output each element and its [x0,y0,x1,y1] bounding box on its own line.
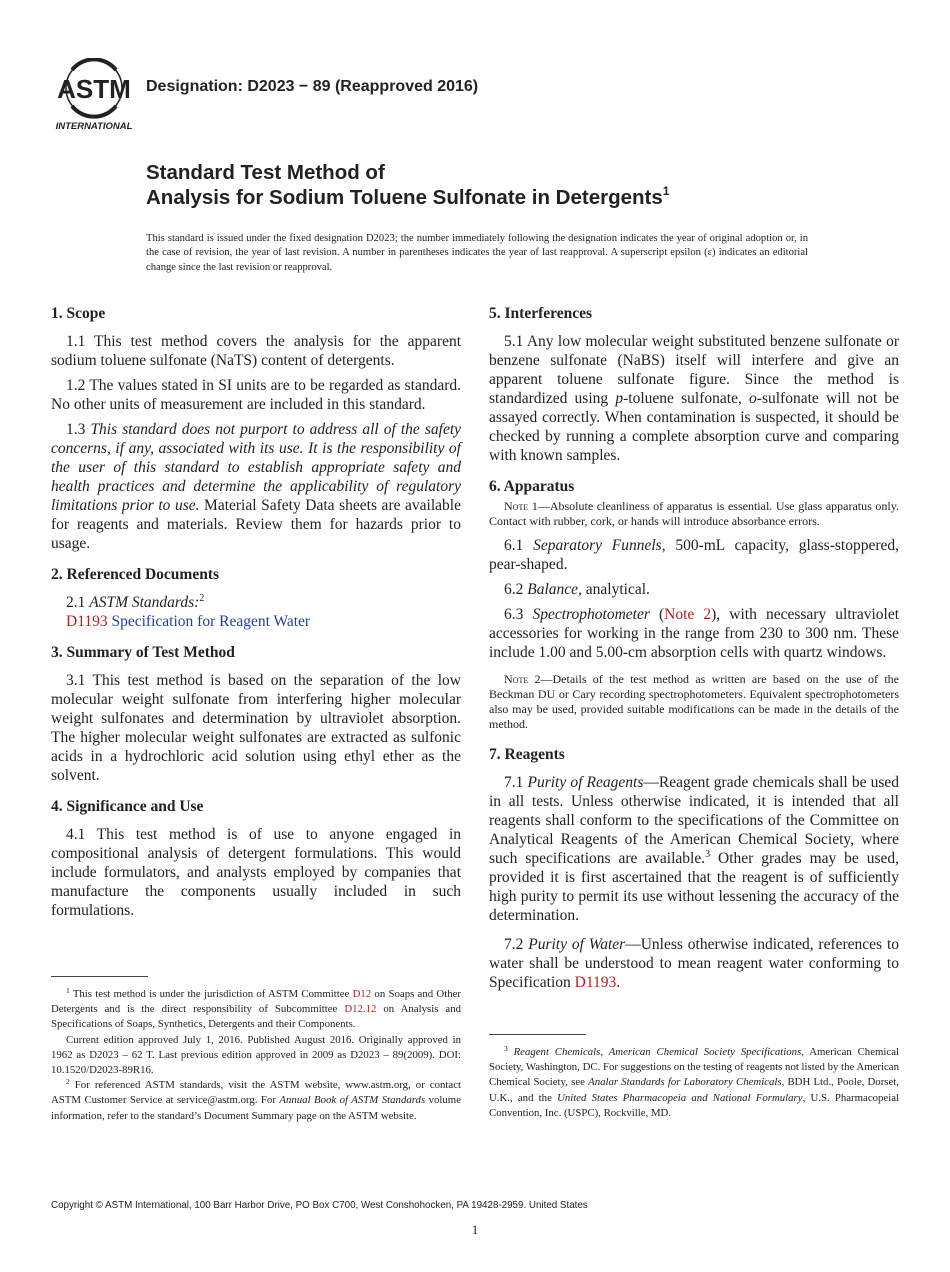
section-heading: 6. Apparatus [489,478,575,495]
logo-subtext: INTERNATIONAL [55,121,133,132]
right-column [489,304,899,1004]
d12-12-link[interactable]: D12.12 [344,1003,377,1016]
paragraph-4-1: 4.1 This test method is of use to anyone engaged in compositional analysis of detergent formulations. This would include formulators, and analysts employed by companies that manufacture the components usually included in such formulations. [51,826,461,919]
paragraph-2-1: 2.1 ASTM Standards:$^2$ [66,593,205,611]
issue-note: This standard is issued under the fixed designation D2023; the number immediately following the designation indicates the year of original adoption or, in the case of revision, the year of last revision. A number in parentheses indicates the year of last reapproval. A superscript epsilon (ε) indicates an editorial change since the last revision or reapproval. [146,233,808,273]
title-line-1: Standard Test Method of [146,161,385,184]
d1193-link[interactable]: D1193 [574,973,617,991]
section-heading: 3. Summary of Test Method [51,644,235,661]
left-column [51,304,461,932]
footnote-1-edition: Current edition approved July 1, 2016. Published August 2016. Originally approved in 1962 as D2023 – 62 T. Last previous edition approved in 2009 as D2023 – 89(2009). DOI: 10.1520/D2023-89R16. [51,1033,461,1077]
paragraph-6-3: 6.3 Spectrophotometer (Note 2), with necessary ultraviolet accessories for working in the range from 230 to 300 nm. These include 1.00 and 5.00-cm absorption cells with quartz windows. [489,605,900,661]
footnote-mark-2[interactable]: 2 [199,593,205,604]
section-heading: 5. Interferences [489,305,593,322]
doc-code-link[interactable]: D1193 [66,613,108,630]
section-heading: 2. Referenced Documents [51,566,220,583]
section-scope [51,304,461,553]
paragraph-6-1: 6.1 Separatory Funnels, 500-mL capacity, glass-stoppered, pear-shaped. [489,536,899,573]
section-summary [51,643,461,785]
section-heading: 4. Significance and Use [51,798,204,815]
footnote-1: $^1$ This test method is under the jurisdiction of ASTM Committee D12 on Soaps and Other Detergents and is the direct responsibility of Subcommittee D12.12 on Analysis and Specifications of Soaps, Synthetics, Detergents and their Components. [51,986,461,1031]
document-title [146,160,866,210]
doc-title-link[interactable]: Specification for Reagent Water [107,613,311,630]
footnotes-left [51,987,461,1124]
section-referenced-documents [51,565,461,631]
title-line-2: Analysis for Sodium Toluene Sulfonate in Detergents$^1$ [146,184,670,209]
section-heading: 1. Scope [51,305,106,322]
paragraph-1-2: 1.2 The values stated in SI units are to be regarded as standard. No other units of measurement are included in this standard. [51,377,461,413]
footnote-rule-right [489,1034,586,1035]
footnote-2: $^2$ For referenced ASTM standards, visit the ASTM website, www.astm.org, or contact ASTM Customer Service at service@astm.org. For Annual Book of ASTM Standards volume information, refer to the standard’s Document Summary page on the ASTM website. [51,1077,461,1122]
paragraph-7-1: 7.1 Purity of Reagents—Reagent grade chemicals shall be used in all tests. Unless otherwise indicated, it is intended that all reagents shall conform to the specifications of the Committee on Analytical Reagents of the American Chemical Society, where such specifications are available.$^3$ Other grades may be used, provided it is first ascertained that the reagent is of sufficiently high purity to permit its use without lessening the accuracy of the determination. [489,773,899,924]
section-heading: 7. Reagents [489,745,565,763]
paragraph-1-3: 1.3 This standard does not purport to address all of the safety concerns, if any, associated with its use. It is the responsibility of the user of this standard to establish appropriate safety and health practices and determine the applicability of regulatory limitations prior to use. Material Safety Data sheets are available for reagents and materials. Review them for hazards prior to usage. [51,421,462,552]
d12-link[interactable]: D12 [352,988,372,1000]
section-reagents [489,745,899,992]
section-significance [51,797,461,920]
astm-logo [52,58,136,132]
footnote-rule-left [51,976,148,977]
section-apparatus [489,477,899,733]
note-1: Note 1—Absolute cleanliness of apparatus is essential. Use glass apparatus only. Contact with rubber, cork, or hands will introduce absorbance errors. [489,499,899,529]
page-number: 1 [471,1222,479,1237]
paragraph-6-2: 6.2 Balance, analytical. [504,580,650,598]
logo-text: ASTM [57,74,131,104]
note-2-link[interactable]: Note 2 [664,605,712,623]
designation: Designation: D2023 − 89 (Reapproved 2016) [146,78,479,95]
footnote-3: $^3$ Reagent Chemicals, American Chemical Society Specifications, American Chemical Society, Washington, DC. For suggestions on the testing of reagents not listed by the American Chemical Society, see Analar Standards for Laboratory Chemicals, BDH Ltd., Poole, Dorset, U.K., and the United States Pharmacopeia and National Formulary, U.S. Pharmacopeial Convention, Inc. (USPC), Rockville, MD. [489,1044,900,1119]
footnote-mark-3[interactable]: 3 [705,848,711,860]
note-2: Note 2—Details of the test method as written are based on the use of the Beckman DU or Cary recording spectrophotometers. Equivalent spectrophotometers also may be used, provided suitable modifications can be made in the details of the method. [489,671,899,732]
paragraph-5-1: 5.1 Any low molecular weight substituted benzene sulfonate or benzene sulfonate (NaBS) itself will interfere and give an apparent toluene sulfonate figure. Since the method is standardized using p-toluene sulfonate, o-sulfonate will not be assayed correctly. When contamination is suspected, it should be checked by running a complete absorption curve and comparing with known samples. [489,333,899,464]
section-interferences [489,304,899,465]
title-footnote-mark[interactable]: 1 [662,184,670,198]
paragraph-7-2: 7.2 Purity of Water—Unless otherwise indicated, references to water shall be understood to mean reagent water conforming to Specification D1193. [489,935,900,991]
footnotes-right [489,1045,899,1121]
paragraph-1-1: 1.1 This test method covers the analysis for the apparent sodium toluene sulfonate (NaTS) content of detergents. [51,333,461,369]
paragraph-3-1: 3.1 This test method is based on the separation of the low molecular weight sulfonate from interfering higher molecular weight sulfonates and determination by ultraviolet absorption. The higher molecular weight sulfonates are extracted as sulfonic acids in a hydrochloric acid solution using ethyl ether as the solvent. [51,672,461,784]
copyright: Copyright © ASTM International, 100 Barr Harbor Drive, PO Box C700, West Conshohocken, PA 19428-2959. United States [51,1200,588,1211]
referenced-doc-d1193[interactable] [51,612,461,631]
